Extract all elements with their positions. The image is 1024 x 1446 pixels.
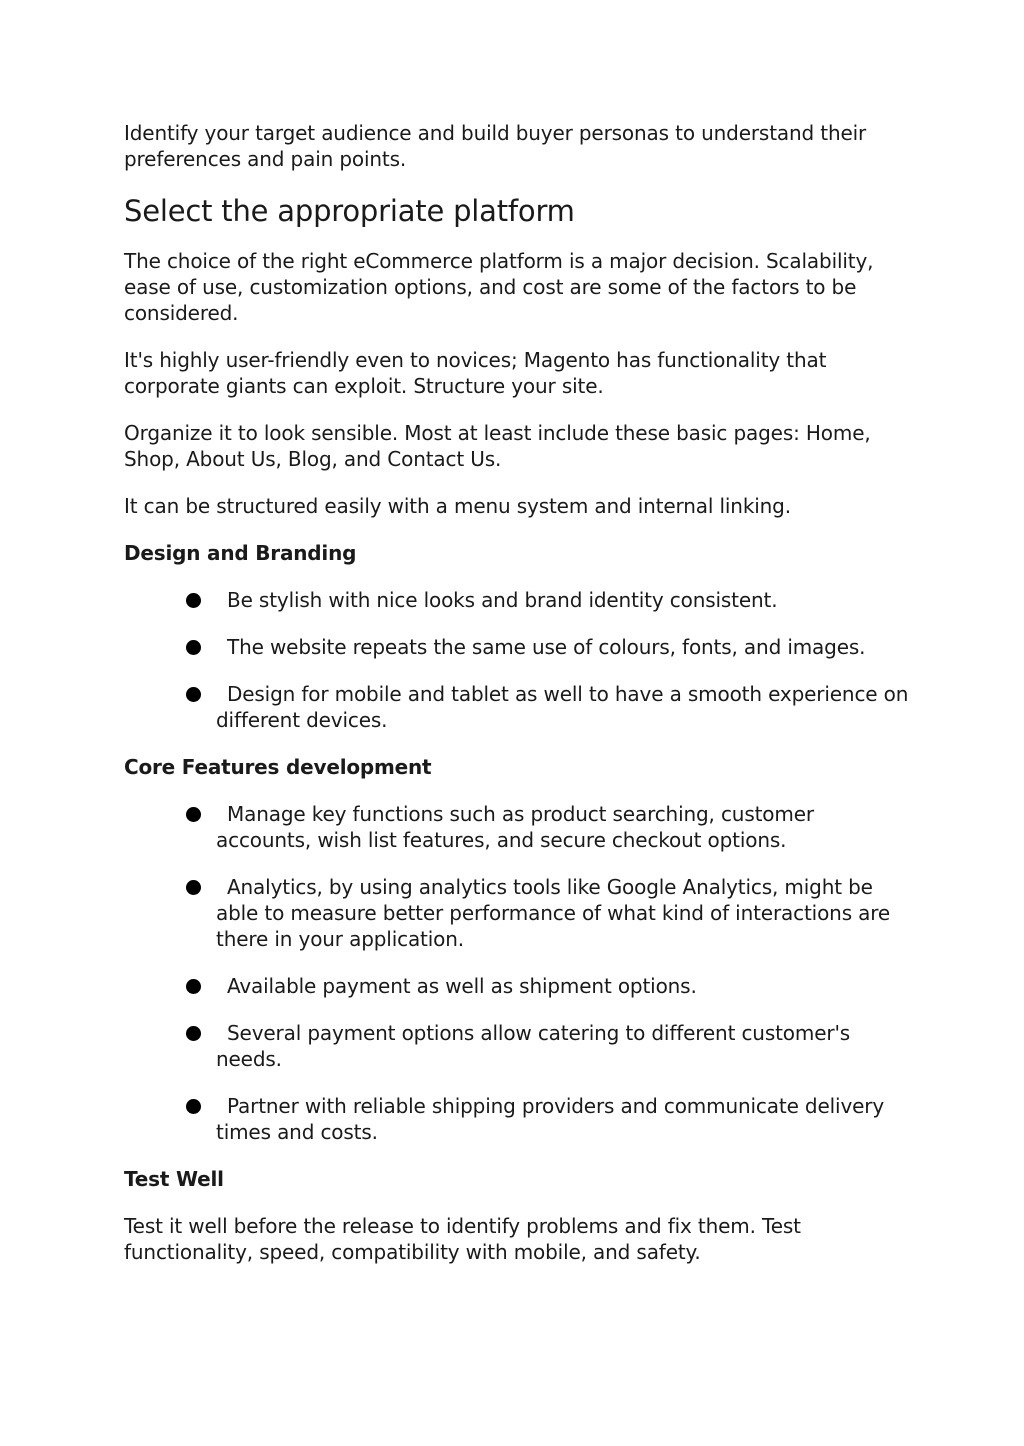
design-heading: Design and Branding: [124, 541, 357, 565]
bullet-icon: [186, 1026, 201, 1041]
list-item-text: Be stylish with nice looks and brand identity consistent.: [227, 588, 778, 612]
list-item: [124, 634, 914, 660]
bullet-icon: [186, 593, 201, 608]
bullet-icon: [186, 807, 201, 822]
list-item: [124, 801, 914, 853]
platform-heading: Select the appropriate platform: [124, 194, 575, 228]
platform-paragraph: It can be structured easily with a menu system and internal linking.: [124, 494, 791, 518]
platform-paragraph: Organize it to look sensible. Most at least include these basic pages: Home, Shop, About Us, Blog, and Contact Us.: [124, 421, 871, 471]
list-item-text: Analytics, by using analytics tools like Google Analytics, might be able to measure better performance of what kind of interactions are there in your application.: [216, 875, 891, 951]
list-item: [124, 587, 914, 613]
list-item: [124, 1093, 914, 1145]
bullet-icon: [186, 640, 201, 655]
list-item-text: Several payment options allow catering to different customer's needs.: [216, 1021, 851, 1071]
list-item-text: Partner with reliable shipping providers and communicate delivery times and costs.: [216, 1094, 885, 1144]
core-features-heading: Core Features development: [124, 755, 432, 779]
list-item: [124, 1020, 914, 1072]
list-item: [124, 874, 914, 952]
list-item-text: Manage key functions such as product searching, customer accounts, wish list features, and secure checkout options.: [216, 802, 814, 852]
platform-paragraph: It's highly user-friendly even to novices; Magento has functionality that corporate giants can exploit. Structure your site.: [124, 348, 827, 398]
bullet-icon: [186, 880, 201, 895]
bullet-icon: [186, 1099, 201, 1114]
bullet-icon: [186, 979, 201, 994]
core-features-bullet-list: [124, 801, 914, 1145]
document-page: [124, 120, 914, 1286]
platform-paragraph: The choice of the right eCommerce platform is a major decision. Scalability, ease of use, customization options, and cost are some of the factors to be considered.: [124, 249, 874, 325]
test-heading: Test Well: [124, 1167, 224, 1191]
bullet-icon: [186, 687, 201, 702]
list-item: [124, 973, 914, 999]
list-item-text: The website repeats the same use of colours, fonts, and images.: [227, 635, 866, 659]
list-item-text: Available payment as well as shipment options.: [227, 974, 697, 998]
list-item: [124, 681, 914, 733]
design-bullet-list: [124, 587, 914, 733]
list-item-text: Design for mobile and tablet as well to have a smooth experience on different devices.: [216, 682, 909, 732]
test-paragraph: Test it well before the release to identify problems and fix them. Test functionality, speed, compatibility with mobile, and safety.: [124, 1214, 801, 1264]
intro-paragraph: Identify your target audience and build buyer personas to understand their preferences and pain points.: [124, 121, 867, 171]
